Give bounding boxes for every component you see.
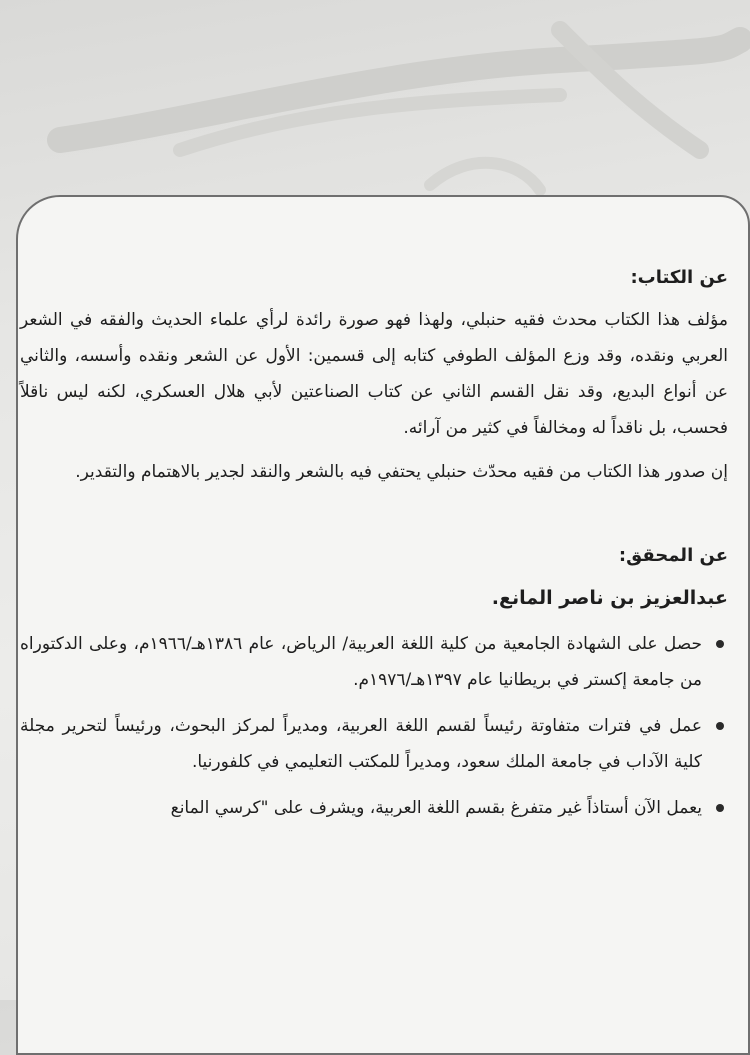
about-book-paragraph-2: إن صدور هذا الكتاب من فقيه محدّث حنبلي يحتفي فيه بالشعر والنقد لجدير بالاهتمام والتقدير. [75, 462, 728, 482]
about-book-heading: عن الكتاب: [630, 267, 728, 288]
list-item [20, 708, 728, 780]
bio-text: يعمل الآن أستاذاً غير متفرغ بقسم اللغة العربية، ويشرف على "كرسي المانع [170, 798, 702, 818]
bio-text: عمل في فترات متفاوتة رئيساً لقسم اللغة العربية، ومديراً لمركز البحوث، ورئيساً لتحرير مجلة كلية الآداب في جامعة الملك سعود، ومديراً للمكتب التعليمي في كلفورنيا. [20, 716, 702, 772]
bio-text: حصل على الشهادة الجامعية من كلية اللغة العربية/ الرياض، عام ١٣٨٦هـ/١٩٦٦م، وعلى الدكتوراه من جامعة إكستر في بريطانيا عام ١٣٩٧هـ/١٩٧٦م. [20, 634, 702, 690]
section-spacer [20, 498, 728, 538]
bullet-dot-icon [716, 804, 724, 812]
editor-bio-list [20, 626, 728, 826]
editor-name: عبدالعزيز بن ناصر المانع. [491, 587, 728, 609]
bullet-dot-icon [716, 640, 724, 648]
about-editor-heading: عن المحقق: [618, 545, 728, 566]
about-book-section [20, 260, 728, 490]
list-item [20, 626, 728, 698]
about-editor-section [20, 538, 728, 826]
list-item [20, 790, 728, 826]
back-cover-content [20, 260, 728, 836]
about-book-paragraph-1: مؤلف هذا الكتاب محدث فقيه حنبلي، ولهذا فهو صورة رائدة لرأي علماء الحديث والفقه في الشعر العربي ونقده، وقد وزع المؤلف الطوفي كتابه إلى قسمين: الأول عن الشعر ونقده وأسسه، والثاني عن أنواع البديع، وقد نقل القسم الثاني عن كتاب الصناعتين لأبي هلال العسكري، لكنه ليس ناقلاً فحسب، بل ناقداً له ومخالفاً في كثير من آرائه. [20, 310, 728, 438]
bullet-dot-icon [716, 722, 724, 730]
